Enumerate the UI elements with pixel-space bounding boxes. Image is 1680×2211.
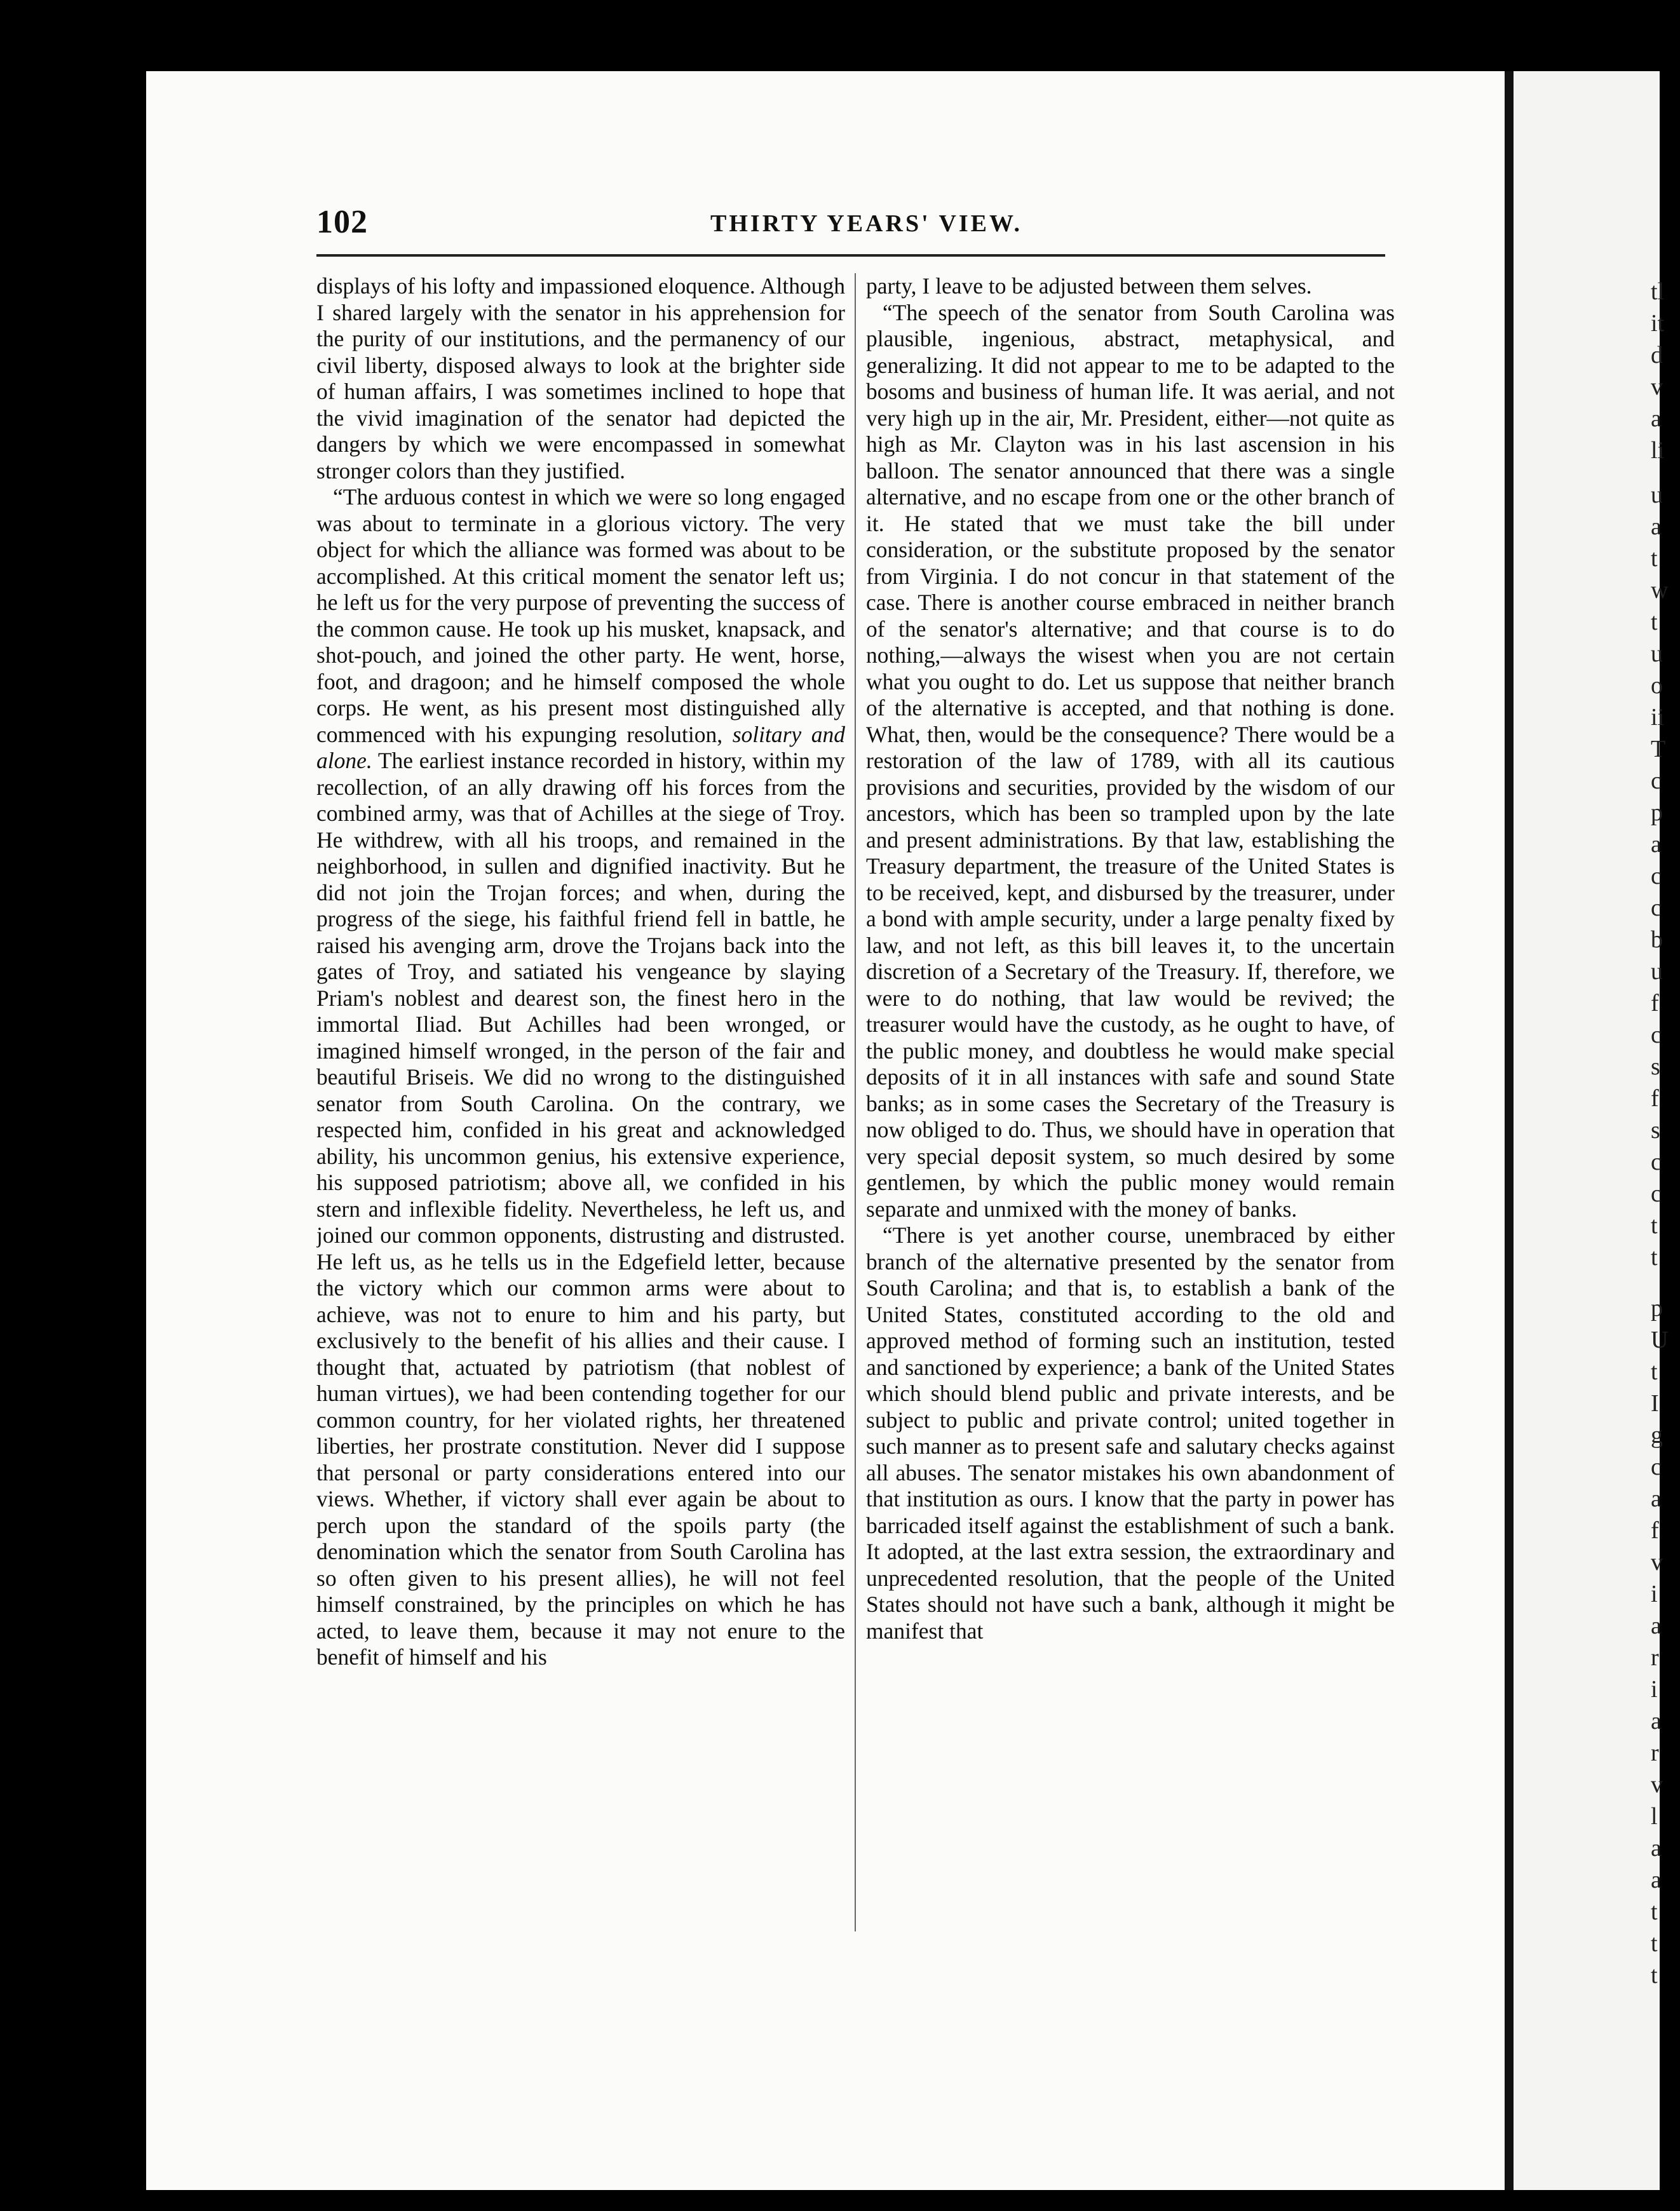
running-head: THIRTY YEARS' VIEW. xyxy=(710,210,1023,237)
adjacent-page-letter: f xyxy=(1651,990,1659,1017)
adjacent-page-letter: c xyxy=(1651,767,1662,794)
right-paragraph-3: “There is yet another course, unembraced by either branch of the alternative presented by the senator from South Carolina; and that is, to establish a bank of the United States, constituted according to the old and approved method of forming such an institution, tested and sanctioned by experience; a bank of the United States which should blend public and private interests, and be subject to public and private control; united together in such manner as to present safe and salutary checks against all abuses. The senator mistakes his own abandonment of that institution as ours. I know that the party in power has barricaded itself against the establishment of such a bank. It adopted, at the last extra session, the extraordinary and unprecedented resolution, that the people of the United States should not have such a bank, although it might be manifest that xyxy=(866,1222,1395,1644)
adjacent-page-letter: c xyxy=(1651,1022,1662,1048)
adjacent-page-letter: ii xyxy=(1651,704,1665,731)
adjacent-page-letter: d xyxy=(1651,342,1663,368)
adjacent-page-letter: T xyxy=(1651,736,1666,762)
adjacent-page-strip xyxy=(1514,71,1660,2190)
adjacent-page-letter: t xyxy=(1651,1212,1658,1239)
left-paragraph-2-text-b: The earliest instance recorded in history, within my recollection, of an ally drawing off his forces from the combined army, was that of Achilles at the siege of Troy. He withdrew, with all his troops, and remained in the neighborhood, in sullen and dignified inactivity. But he did not join the Trojan forces; and when, during the progress of the siege, his faithful friend fell in battle, he raised his avenging arm, drove the Trojans back into the gates of Troy, and satiated his vengeance by slaying Priam's noblest and dearest son, the finest hero in the immortal Iliad. But Achilles had been wronged, or imagined himself wronged, in the person of the fair and beautiful Briseis. We did no wrong to the distinguished senator from South Carolina. On the contrary, we respected him, confided in his great and acknowledged ability, his uncommon genius, his extensive experience, his supposed patriotism; above all, we confided in his stern and inflexible fidelity. Nevertheless, he left us, and joined our common opponents, distrusting and distrusted. He left us, as he tells us in the Edgefield letter, because the victory which our common arms were about to achieve, was not to enure to him and his party, but exclusively to the benefit of his allies and their cause. I thought that, actuated by patriotism (that noblest of human virtues), we had been contending together for our common country, for her violated rights, her threatened liberties, her prostrate constitution. Never did I suppose that personal or party considerations entered into our views. Whether, if victory shall ever again be about to perch upon the standard of the spoils party (the denomination which the senator from South Carolina has so often given to his present allies), he will not feel himself constrained, by the principles on which he has acted, to leave them, because it may not enure to the benefit of himself and his xyxy=(316,748,845,1670)
right-paragraph-1: party, I leave to be adjusted between them selves. xyxy=(866,273,1312,299)
adjacent-page-letter: a xyxy=(1651,1835,1662,1862)
adjacent-page-letter: u xyxy=(1651,958,1663,985)
adjacent-page-letter: t xyxy=(1651,1244,1658,1271)
adjacent-page-letter: p xyxy=(1651,799,1663,826)
adjacent-page-letter: t xyxy=(1651,545,1658,572)
left-paragraph-2-text-a: “The arduous contest in which we were so long engaged was about to terminate in a glorious victory. The very object for which the alliance was formed was about to be accomplished. At this critical moment the senator left us; he left us for the very purpose of preventing the success of the common cause. He took up his musket, knapsack, and shot-pouch, and joined the other party. He went, horse, foot, and dragoon; and he himself composed the whole corps. He went, as his present most distinguished ally commenced with his expunging resolution, xyxy=(316,484,845,747)
adjacent-page-letter: s xyxy=(1651,1117,1660,1144)
adjacent-page-letter: tl xyxy=(1651,278,1665,305)
adjacent-page-letter: t xyxy=(1651,1898,1658,1925)
adjacent-page-letter: f xyxy=(1651,1085,1659,1112)
adjacent-page-letter: t xyxy=(1651,1358,1658,1385)
adjacent-page-letter: a xyxy=(1651,513,1662,540)
adjacent-page-letter: b xyxy=(1651,926,1663,953)
adjacent-page-letter: c xyxy=(1651,863,1662,889)
adjacent-page-letter: v xyxy=(1651,374,1663,400)
page-number: 102 xyxy=(316,204,368,240)
adjacent-page-letter: p xyxy=(1651,1295,1663,1322)
adjacent-page-letter: w xyxy=(1651,577,1669,604)
adjacent-page-letter: a xyxy=(1651,1867,1662,1893)
adjacent-page-letter: a xyxy=(1651,1708,1662,1734)
adjacent-page-letter: u xyxy=(1651,640,1663,667)
adjacent-page-letter: li xyxy=(1651,437,1665,464)
left-column xyxy=(316,273,845,1938)
adjacent-page-letter: g xyxy=(1651,1422,1663,1449)
adjacent-page-letter: a xyxy=(1651,1613,1662,1639)
adjacent-page-letter: u xyxy=(1651,482,1663,508)
adjacent-page-letter: r xyxy=(1651,1644,1659,1671)
adjacent-page-letter: f xyxy=(1651,1517,1659,1544)
adjacent-page-letter: c xyxy=(1651,1454,1662,1480)
left-paragraph-2-italic: solitary and alone. xyxy=(316,721,845,773)
adjacent-page-letter: c xyxy=(1651,1149,1662,1175)
adjacent-page-letter: o xyxy=(1651,672,1663,699)
adjacent-page-letter: it xyxy=(1651,310,1665,337)
adjacent-page-letter: r xyxy=(1651,1740,1659,1766)
adjacent-page-letter: I xyxy=(1651,1390,1659,1417)
adjacent-page-letter: t xyxy=(1651,1962,1658,1989)
adjacent-page-letter: U xyxy=(1651,1327,1669,1353)
adjacent-page-letter: v xyxy=(1651,1549,1663,1576)
adjacent-page-letter: c xyxy=(1651,1180,1662,1207)
adjacent-page-letter: c xyxy=(1651,895,1662,921)
adjacent-page-letter: t xyxy=(1651,1930,1658,1957)
column-divider xyxy=(855,273,856,1931)
left-paragraph-1 xyxy=(316,273,845,484)
header-rule xyxy=(316,254,1385,257)
adjacent-page-letter: v xyxy=(1651,1771,1663,1798)
adjacent-page-letter: a xyxy=(1651,1485,1662,1512)
right-column xyxy=(866,273,1395,1938)
adjacent-page-letter: a xyxy=(1651,831,1662,858)
adjacent-page-letter: l xyxy=(1651,1803,1658,1830)
adjacent-page-letter: t xyxy=(1651,609,1658,635)
binding-edge xyxy=(1505,71,1514,2190)
adjacent-page-letter: s xyxy=(1651,1053,1660,1080)
adjacent-page-letter: i xyxy=(1651,1676,1658,1703)
adjacent-page-letter: i xyxy=(1651,1581,1658,1607)
right-paragraph-2: “The speech of the senator from South Carolina was plausible, ingenious, abstract, metaphysical, and generalizing. It did not appear to me to be adapted to the bosoms and business of human life. It was aerial, and not very high up in the air, Mr. President, either—not quite as high as Mr. Clayton was in his last ascension in his balloon. The senator announced that there was a single alternative, and no escape from one or the other branch of it. He stated that we must take the bill under consideration, or the substitute proposed by the senator from Virginia. I do not concur in that statement of the case. There is another course embraced in neither branch of the senator's alternative; and that course is to do nothing,—always the wisest when you are not certain what you ought to do. Let us suppose that neither branch of the alternative is accepted, and that nothing is done. What, then, would be the consequence? There would be a restoration of the law of 1789, with all its cautious provisions and securities, provided by the wisdom of our ancestors, which has been so trampled upon by the late and present administrations. By that law, establishing the Treasury department, the treasure of the United States is to be received, kept, and disbursed by the treasurer, under a bond with ample security, under a large penalty fixed by law, and not left, as this bill leaves it, to the uncertain discretion of a Secretary of the Treasury. If, therefore, we were to do nothing, that law would be revived; the treasurer would have the custody, as he ought to have, of the public money, and doubtless he would make special deposits of it in all instances with safe and sound State banks; as in some cases the Secretary of the Treasury is now obliged to do. Thus, we should have in operation that very special deposit system, so much desired by some gentlemen, by which the public money would remain separate and unmixed with the money of banks. xyxy=(866,299,1395,1222)
left-paragraph-2 xyxy=(316,484,845,1671)
adjacent-page-letter: a xyxy=(1651,405,1662,432)
left-paragraph-1-text: displays of his lofty and impassioned eloquence. Although I shared largely with the senator in his apprehension for the purity of our institutions, and the permanency of our civil liberty, disposed always to look at the brighter side of human affairs, I was sometimes inclined to hope that the vivid imagination of the senator had depicted the dangers by which we were encompassed in somewhat stronger colors than they justified. xyxy=(316,273,845,483)
page-header xyxy=(316,203,1385,248)
